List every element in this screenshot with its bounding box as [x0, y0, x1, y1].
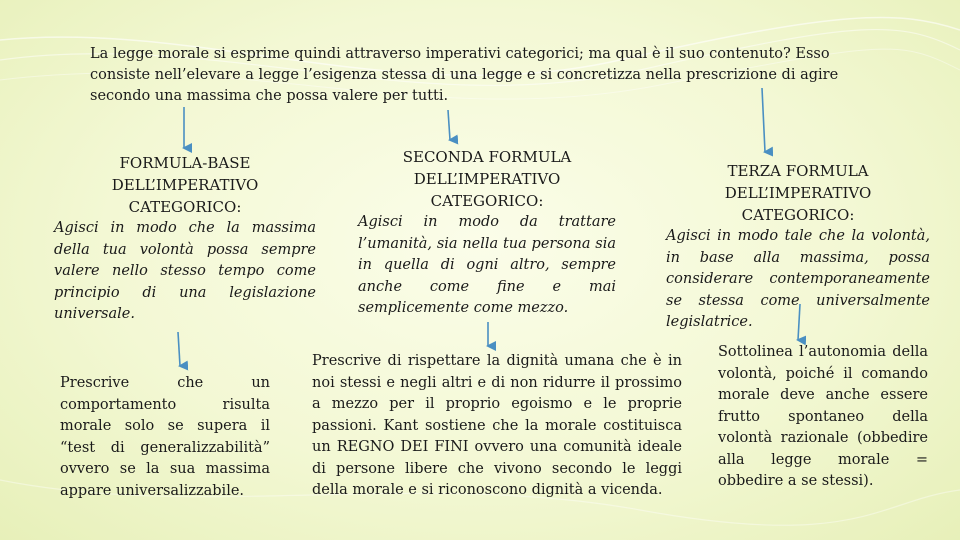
formula-base-title: FORMULA-BASE DELL’IMPERATIVO CATEGORICO:	[111, 154, 259, 216]
terza-formula-text: Agisci in modo tale che la volontà, in base alla massima, possa considerare contemporaneamente se stessa come universalmente legislatrice.	[666, 228, 930, 330]
seconda-formula-description: Prescrive di rispettare la dignità umana che è in noi stessi e negli altri e di non ridurre il prossimo a mezzo per il proprio egoismo e le proprie passioni. Kant sostiene che la morale costituisca un REGNO DEI FINI ovvero una comunità ideale di persone libere che vivono secondo le leggi della morale e si riconoscono dignità a vicenda.	[312, 353, 682, 498]
formula-base-box	[54, 152, 316, 326]
terza-formula-title: TERZA FORMULA DELL’IMPERATIVO CATEGORICO:	[724, 162, 872, 224]
seconda-formula-title: SECONDA FORMULA DELL’IMPERATIVO CATEGORICO:	[402, 148, 572, 210]
seconda-formula-text: Agisci in modo da trattare l’umanità, sia nella tua persona sia in quella di ogni altro, sempre anche come fine e mai semplicemente come mezzo.	[358, 214, 616, 316]
seconda-formula-box	[358, 146, 616, 320]
intro-text: La legge morale si esprime quindi attraverso imperativi categorici; ma qual è il suo contenuto? Esso consiste nell’elevare a legge l’esigenza stessa di una legge e si concretizza nella prescrizione di agire secondo una massima che possa valere per tutti.	[90, 46, 839, 104]
arrow-to-seconda-formula	[448, 110, 450, 140]
arrow-to-desc-1	[178, 332, 180, 366]
formula-base-text: Agisci in modo che la massima della tua volontà possa sempre valere nello stesso tempo come principio di una legislazione universale.	[54, 220, 316, 322]
terza-formula-box	[666, 160, 930, 334]
terza-formula-description: Sottolinea l’autonomia della volontà, poiché il comando morale deve anche essere frutto spontaneo della volontà razionale (obbedire alla legge morale = obbedire a se stessi).	[718, 344, 928, 489]
formula-base-description: Prescrive che un comportamento risulta morale solo se supera il “test di generalizzabilità” ovvero se la sua massima appare universalizzabile.	[60, 375, 270, 499]
